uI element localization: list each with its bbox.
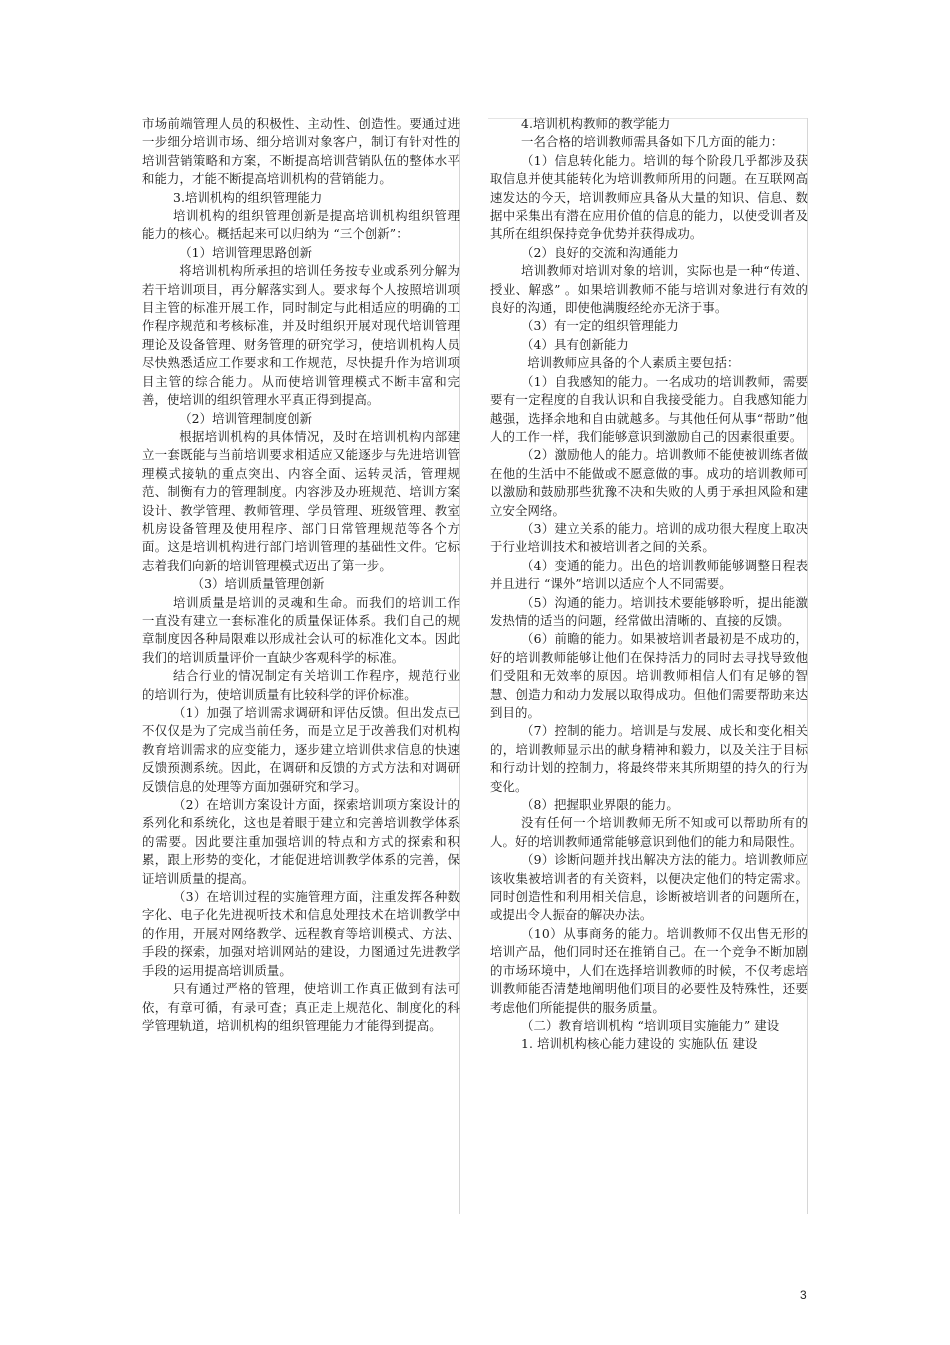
paragraph: 只有通过严格的管理，使培训工作真正做到有法可依，有章可循，有录可查；真正走上规范化、制度化的科学管理轨道，培训机构的组织管理能力才能得到提高。 bbox=[142, 981, 460, 1033]
paragraph: （1）加强了培训需求调研和评估反馈。但出发点已不仅仅是为了完成当前任务，而是立足于改善我们对机构教育培训需求的应变能力，逐步建立培训供求信息的快速反馈预测系统。因此，在调研和反馈的方式方法和对调研反馈信息的处理等方面加强研究和学习。 bbox=[142, 705, 460, 794]
paragraph: 3.培训机构的组织管理能力 bbox=[173, 189, 323, 205]
paragraph: （2）培训管理制度创新 bbox=[179, 410, 313, 426]
paragraph: 培训机构的组织管理创新是提高培训机构组织管理能力的核心。概括起来可以归纳为 “三个创新”： bbox=[142, 208, 460, 242]
paragraph: 培训教师应具备的个人素质主要包括： bbox=[527, 355, 740, 371]
left-column bbox=[142, 115, 460, 1035]
paragraph: （1）自我感知的能力。一名成功的培训教师，需要要有一定程度的自我认识和自我接受能力。自我感知能力越强，选择余地和自由就越多。与其他任何从事“帮助”他人的工作一样，我们能够意识到激励自己的因素很重要。 bbox=[490, 373, 808, 444]
paragraph: （2）在培训方案设计方面，探索培训项方案设计的系列化和系统化，这也是着眼于建立和完善培训教学体系的需要。因此要注重加强培训的特点和方式的探索和积累，跟上形势的变化，才能促进培训教学体系的完善，保证培训质量的提高。 bbox=[142, 797, 460, 886]
paragraph: （3）培训质量管理创新 bbox=[191, 576, 325, 592]
paragraph: 1. 培训机构核心能力建设的 实施队伍 建设 bbox=[521, 1036, 758, 1052]
paragraph: （4）具有创新能力 bbox=[521, 336, 629, 352]
paragraph: （10）从事商务的能力。培训教师不仅出售无形的培训产品，他们同时还在推销自己。在一个竞争不断加剧的市场环境中，人们在选择培训教师的时候，不仅考虑培训教师能否清楚地阐明他们项目的必要性及特殊性，还要考虑他们所能提供的服务质量。 bbox=[490, 925, 808, 1015]
paragraph: （8）把握职业界限的能力。 bbox=[521, 797, 679, 813]
page-number: 3 bbox=[800, 1288, 807, 1302]
paragraph: 一名合格的培训教师需具备如下几方面的能力： bbox=[521, 134, 784, 150]
paragraph: 没有任何一个培训教师无所不知或可以帮助所有的人。好的培训教师通常能够意识到他们的能力和局限性。 bbox=[490, 815, 808, 849]
paragraph: （二）教育培训机构 “培训项目实施能力” 建设 bbox=[521, 1017, 780, 1033]
paragraph: （5）沟通的能力。培训技术要能够聆听，提出能激发热情的适当的问题，经常做出清晰的、直接的反馈。 bbox=[490, 594, 808, 628]
paragraph: 市场前端管理人员的积极性、主动性、创造性。要通过进一步细分培训市场、细分培训对象客户，制订有针对性的培训营销策略和方案，不断提高培训营销队伍的整体水平和能力，才能不断提高培训机构的营销能力。 bbox=[142, 116, 460, 187]
paragraph: 根据培训机构的具体情况，及时在培训机构内部建立一套既能与当前培训要求相适应又能逐步与先进培训管理模式接轨的重点突出、内容全面、运转灵活，管理规范、制衡有力的管理制度。内容涉及办班规范、培训方案设计、教学管理、教师管理、学员管理、班级管理、教室机房设备管理及使用程序、部门日常管理规范等各个方面。这是培训机构进行部门培训管理的基础性文件。它标志着我们向新的培训管理模式迈出了第一步。 bbox=[142, 428, 460, 573]
paragraph: （1）培训管理思路创新 bbox=[179, 244, 313, 260]
paragraph: （9）诊断问题并找出解决方法的能力。培训教师应该收集被培训者的有关资料，以便决定他们的特定需求。同时创造性和利用相关信息，诊断被培训者的问题所在，或提出令人振奋的解决办法。 bbox=[490, 852, 808, 923]
paragraph: （1）信息转化能力。培训的每个阶段几乎都涉及获取信息并使其能转化为培训教师所用的问题。在互联网高速发达的今天，培训教师应具备从大量的知识、信息、数据中采集出有潜在应用价值的信息的能力，以使受训者及其所在组织保持竞争优势并获得成功。 bbox=[490, 152, 808, 242]
paragraph: （6）前瞻的能力。如果被培训者最初是不成功的，好的培训教师能够让他们在保持活力的同时去寻找导致他们受阻和无效率的原因。培训教师相信人们有足够的智慧、创造力和动力发展以取得成功。但他们需要帮助来达到目的。 bbox=[490, 631, 808, 720]
paragraph: （2）良好的交流和沟通能力 bbox=[521, 244, 679, 260]
paragraph: （4）变通的能力。出色的培训教师能够调整日程表并且进行 “课外”培训以适应个人不同需要。 bbox=[490, 557, 808, 592]
paragraph: 4.培训机构教师的教学能力 bbox=[521, 116, 671, 131]
paragraph: （3）在培训过程的实施管理方面，注重发挥各种数字化、电子化先进视听技术和信息处理技术在培训教学中的作用，开展对网络教学、远程教育等培训模式、方法、手段的探索，加强对培训网站的建设，力图通过先进教学手段的运用提高培训质量。 bbox=[142, 889, 460, 978]
paragraph: （7）控制的能力。培训是与发展、成长和变化相关的，培训教师显示出的献身精神和毅力，以及关注于目标和行动计划的控制力，将最终带来其所期望的持久的行为变化。 bbox=[490, 723, 808, 794]
paragraph: 结合行业的情况制定有关培训工作程序，规范行业的培训行为，使培训质量有比较科学的评价标准。 bbox=[142, 668, 460, 702]
paragraph: （2）激励他人的能力。培训教师不能使被训练者做在他的生活中不能做或不愿意做的事。成功的培训教师可以激励和鼓励那些犹豫不决和失败的人勇于承担风险和建立安全网络。 bbox=[490, 447, 808, 518]
paragraph: 培训质量是培训的灵魂和生命。而我们的培训工作一直没有建立一套标准化的质量保证体系。我们自己的规章制度因各种局限难以形成社会认可的标准化文本。因此我们的培训质量评价一直缺少客观科学的标准。 bbox=[142, 594, 460, 665]
paragraph: 将培训机构所承担的培训任务按专业或系列分解为若干培训项目，再分解落实到人。要求每个人按照培训项目主管的标准开展工作，同时制定与此相适应的明确的工作程序规范和考核标准，并及时组织开展对现代培训管理理论及设备管理、财务管理的研究学习，使培训机构人员尽快熟悉适应工作要求和工作规范，尽快提升作为培训项目主管的综合能力。从而使培训管理模式不断丰富和完善，使培训的组织管理水平真正得到提高。 bbox=[142, 263, 460, 408]
paragraph: （3）有一定的组织管理能力 bbox=[521, 318, 679, 334]
right-column bbox=[490, 115, 808, 1054]
paragraph: （3）建立关系的能力。培训的成功很大程度上取决于行业培训技术和被培训者之间的关系。 bbox=[490, 520, 808, 555]
paragraph: 培训教师对培训对象的培训，实际也是一种“传道、授业、解惑” 。如果培训教师不能与培训对象进行有效的良好的沟通，即使他满腹经纶亦无济于事。 bbox=[490, 263, 808, 316]
